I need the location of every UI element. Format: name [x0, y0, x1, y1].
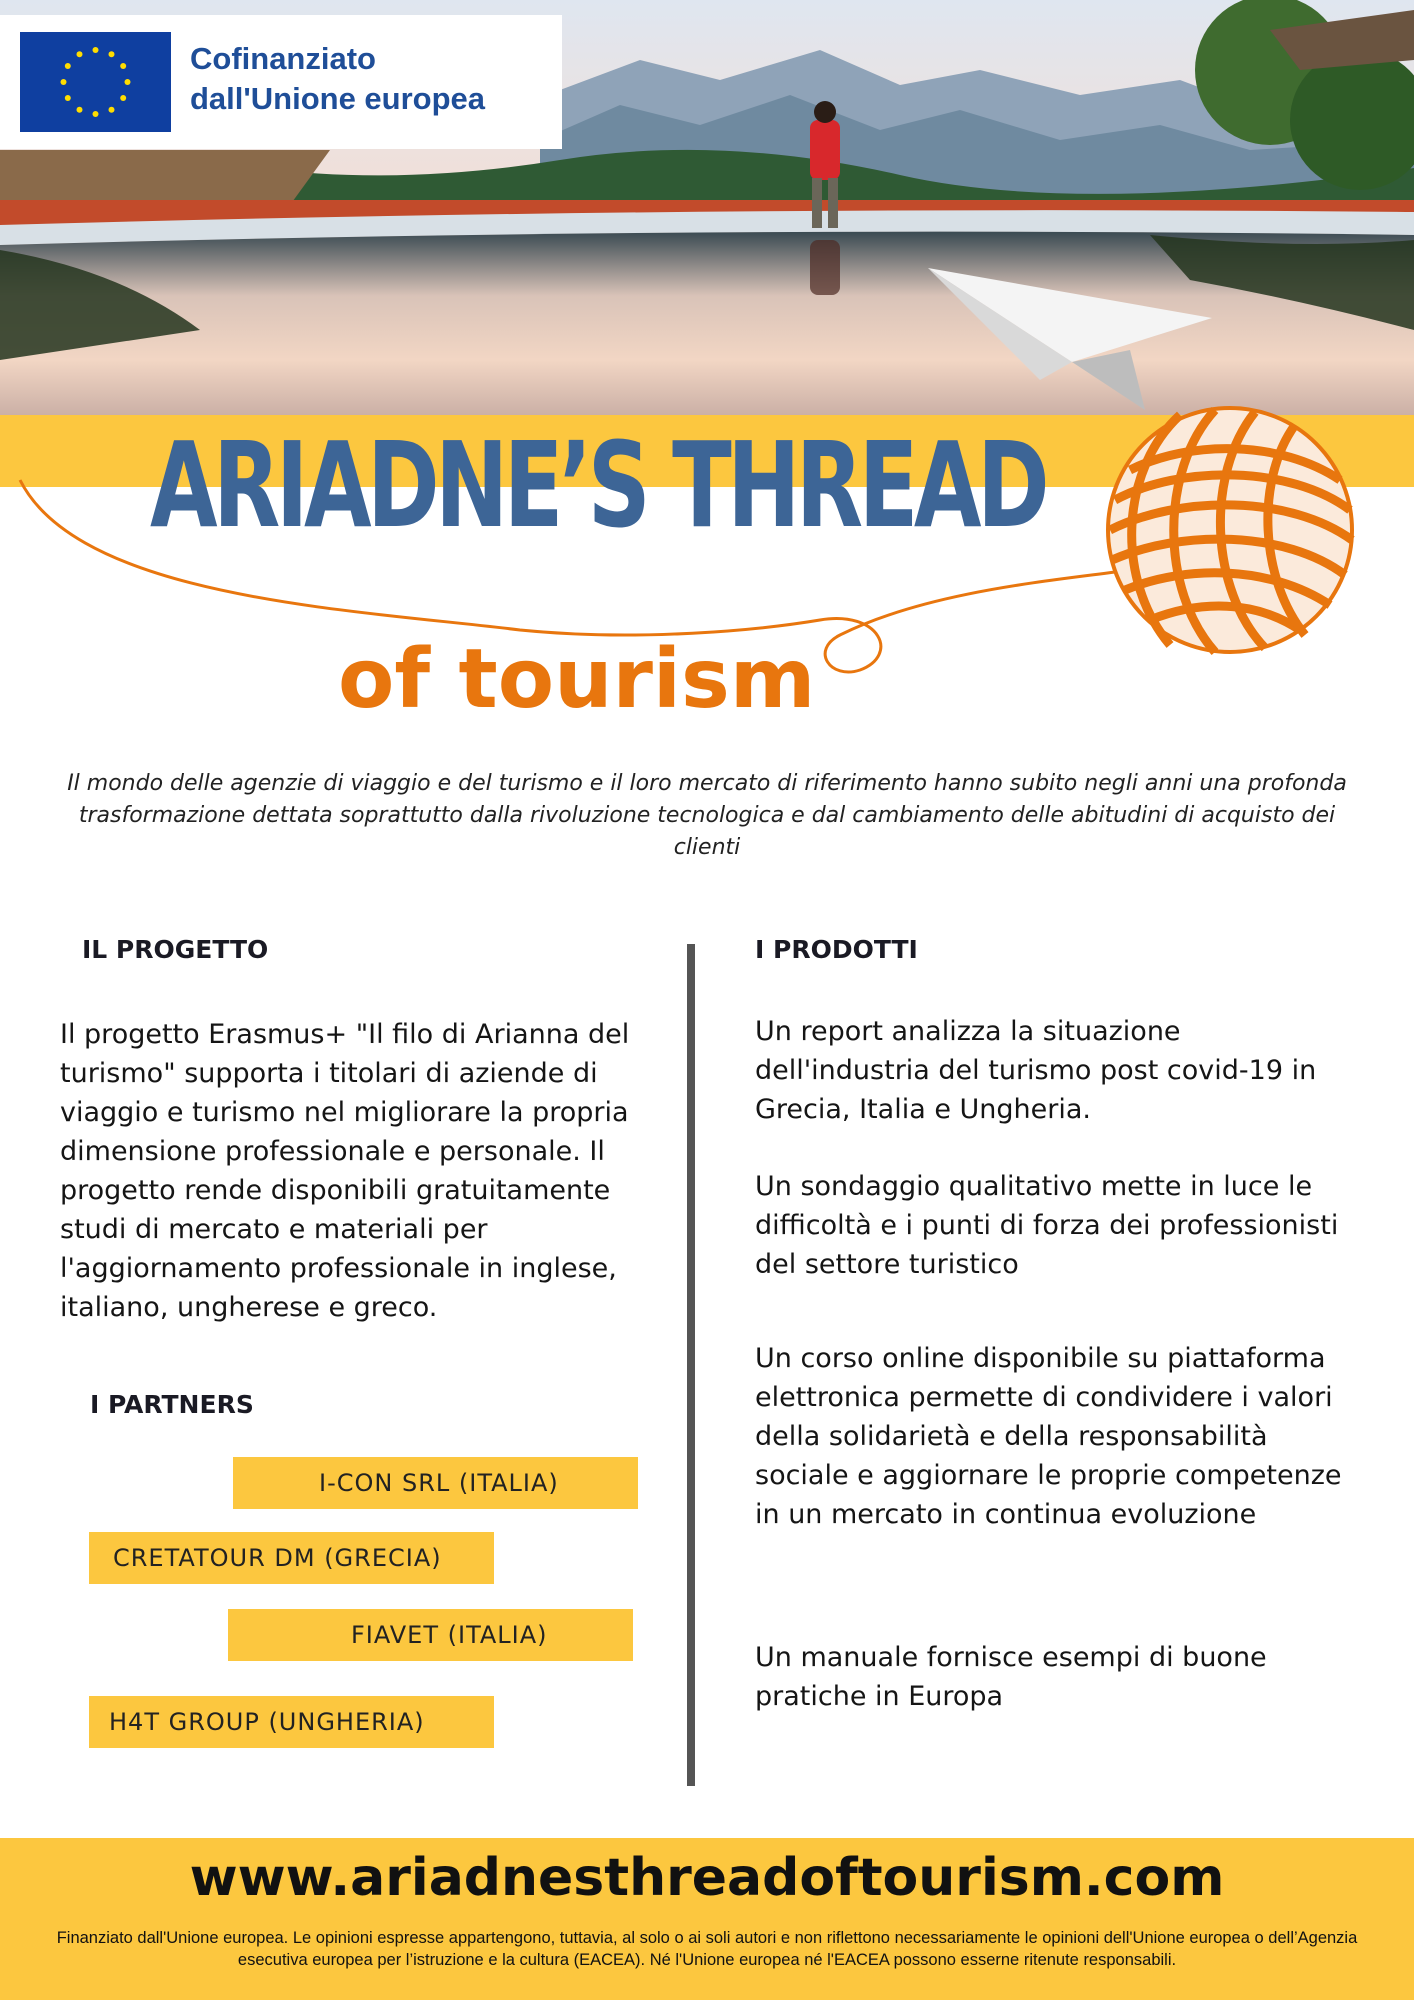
partner-tag: FIAVET (ITALIA) [228, 1609, 633, 1661]
eu-badge-line2: dall'Unione europea [190, 81, 486, 116]
page-title: ARIADNE’S THREAD [150, 416, 1046, 554]
partner-tag: I-CON SRL (ITALIA) [233, 1457, 638, 1509]
partners-heading: I PARTNERS [90, 1390, 254, 1419]
product-item: Un report analizza la situazione dell'industria del turismo post covid-19 in Grecia, Italia e Ungheria. [755, 1016, 1317, 1125]
progetto-body: Il progetto Erasmus+ "Il filo di Arianna del turismo" supporta i titolari di aziende di viaggio e turismo nel migliorare la propria dimensione professionale e personale. Il progetto rende disponibili gratuitamente studi di mercato e materiali per l'aggiornamento professionale in inglese, italiano, ungherese e greco. [60, 1019, 630, 1323]
progetto-heading: IL PROGETTO [82, 935, 269, 964]
eu-flag-icon [20, 32, 171, 132]
website-link[interactable]: www.ariadnesthreadoftourism.com [189, 1848, 1225, 1908]
eu-badge-line1: Cofinanziato [190, 41, 376, 76]
product-item: Un manuale fornisce esempi di buone pratiche in Europa [755, 1642, 1267, 1712]
partner-tag: CRETATOUR DM (GRECIA) [89, 1532, 494, 1584]
product-item: Un corso online disponibile su piattaforma elettronica permette di condividere i valori della solidarietà e della responsabilità sociale e aggiornare le proprie competenze in un mercato in continua evoluzione [755, 1343, 1342, 1530]
partner-tag: H4T GROUP (UNGHERIA) [89, 1696, 494, 1748]
funding-disclaimer: Finanziato dall'Unione europea. Le opinioni espresse appartengono, tuttavia, al solo o ai soli autori e non riflettono necessariamente le opinioni dell'Unione europea o dell’Agenzia esecutiva europea per l’istruzione e la cultura (EACEA). Né l'Unione europea né l'EACEA possono esserne ritenute responsabili. [56, 1929, 1358, 1969]
eu-badge-text [190, 39, 485, 119]
prodotti-heading: I PRODOTTI [755, 935, 918, 964]
product-item: Un sondaggio qualitativo mette in luce le difficoltà e i punti di forza dei professionisti del settore turistico [755, 1171, 1339, 1280]
eu-funding-badge [0, 15, 562, 149]
column-divider [687, 944, 695, 1786]
yarn-ball-icon [1108, 408, 1352, 652]
intro-text: Il mondo delle agenzie di viaggio e del turismo e il loro mercato di riferimento hanno subito negli anni una profonda trasformazione dettata soprattutto dalla rivoluzione tecnologica e dal cambiamento delle abitudini di acquisto dei clienti [67, 771, 1347, 860]
page-subtitle: of tourism [338, 632, 816, 727]
